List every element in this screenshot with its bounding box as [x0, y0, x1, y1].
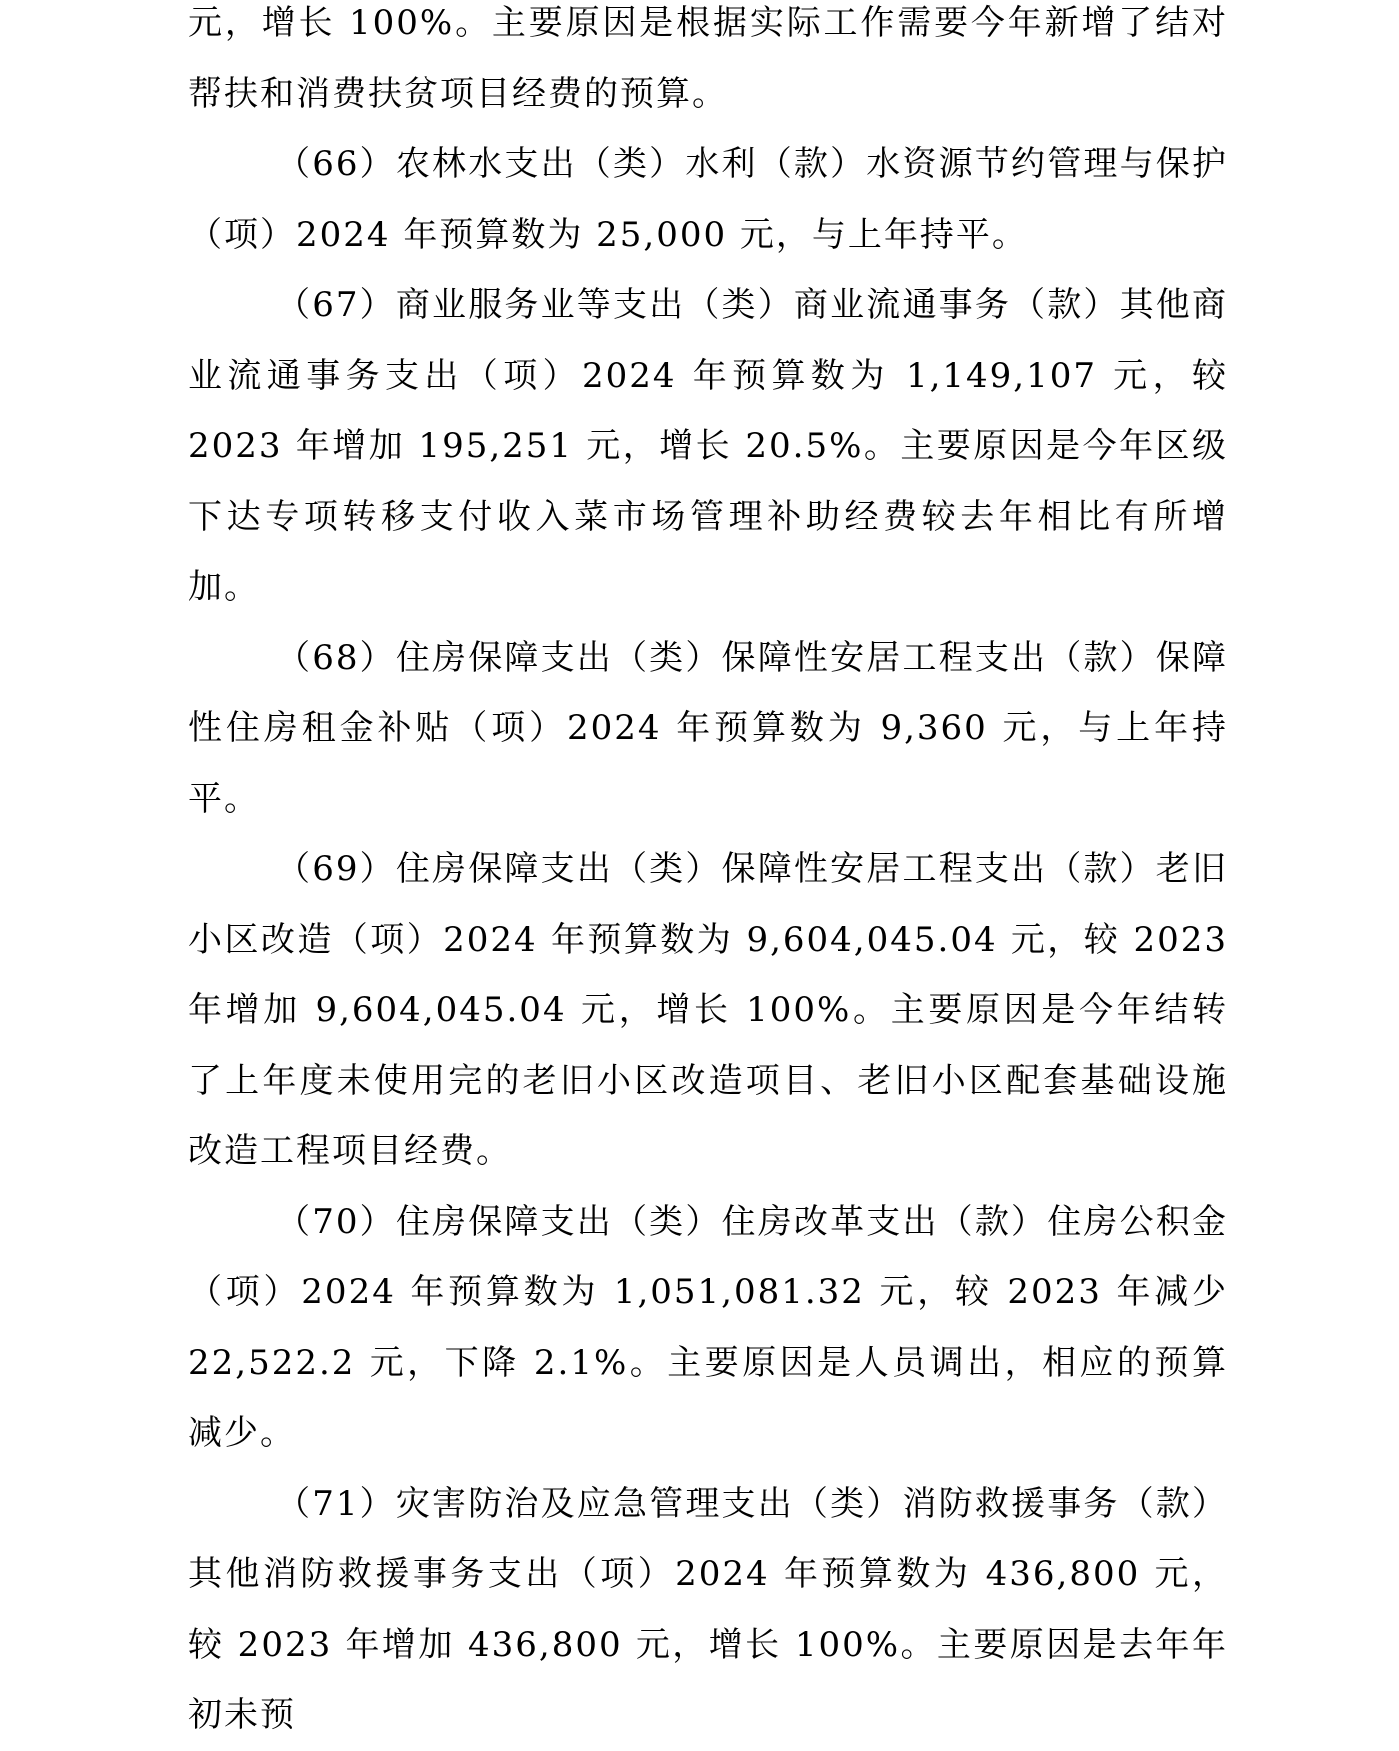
paragraph-item-66: （66）农林水支出（类）水利（款）水资源节约管理与保护（项）2024 年预算数为 25,000 元，与上年持平。	[188, 144, 1228, 255]
paragraph-item-70: （70）住房保障支出（类）住房改革支出（款）住房公积金（项）2024 年预算数为 1,051,081.32 元，较 2023 年减少 22,522.2 元，下降 2.1%。主要原因是人员调出，相应的预算减少。	[188, 1201, 1228, 1453]
paragraph-item-71: （71）灾害防治及应急管理支出（类）消防救援事务（款）其他消防救援事务支出（项）2024 年预算数为 436,800 元，较 2023 年增加 436,800 元，增长 100%。主要原因是去年年初未预	[188, 1483, 1228, 1735]
paragraph-item-69: （69）住房保障支出（类）保障性安居工程支出（款）老旧小区改造（项）2024 年预算数为 9,604,045.04 元，较 2023 年增加 9,604,045.04 元，增长 100%。主要原因是今年结转了上年度未使用完的老旧小区改造项目、老旧小区配套基础设施改造工程项目经费。	[188, 849, 1228, 1171]
paragraph-item-68: （68）住房保障支出（类）保障性安居工程支出（款）保障性住房租金补贴（项）2024 年预算数为 9,360 元，与上年持平。	[188, 637, 1228, 819]
paragraph-continuation: 元，增长 100%。主要原因是根据实际工作需要今年新增了结对帮扶和消费扶贫项目经费的预算。	[188, 3, 1228, 114]
document-body	[188, 0, 1228, 1751]
paragraph-item-67: （67）商业服务业等支出（类）商业流通事务（款）其他商业流通事务支出（项）2024 年预算数为 1,149,107 元，较 2023 年增加 195,251 元，增长 20.5%。主要原因是今年区级下达专项转移支付收入菜市场管理补助经费较去年相比有所增加。	[188, 285, 1228, 607]
